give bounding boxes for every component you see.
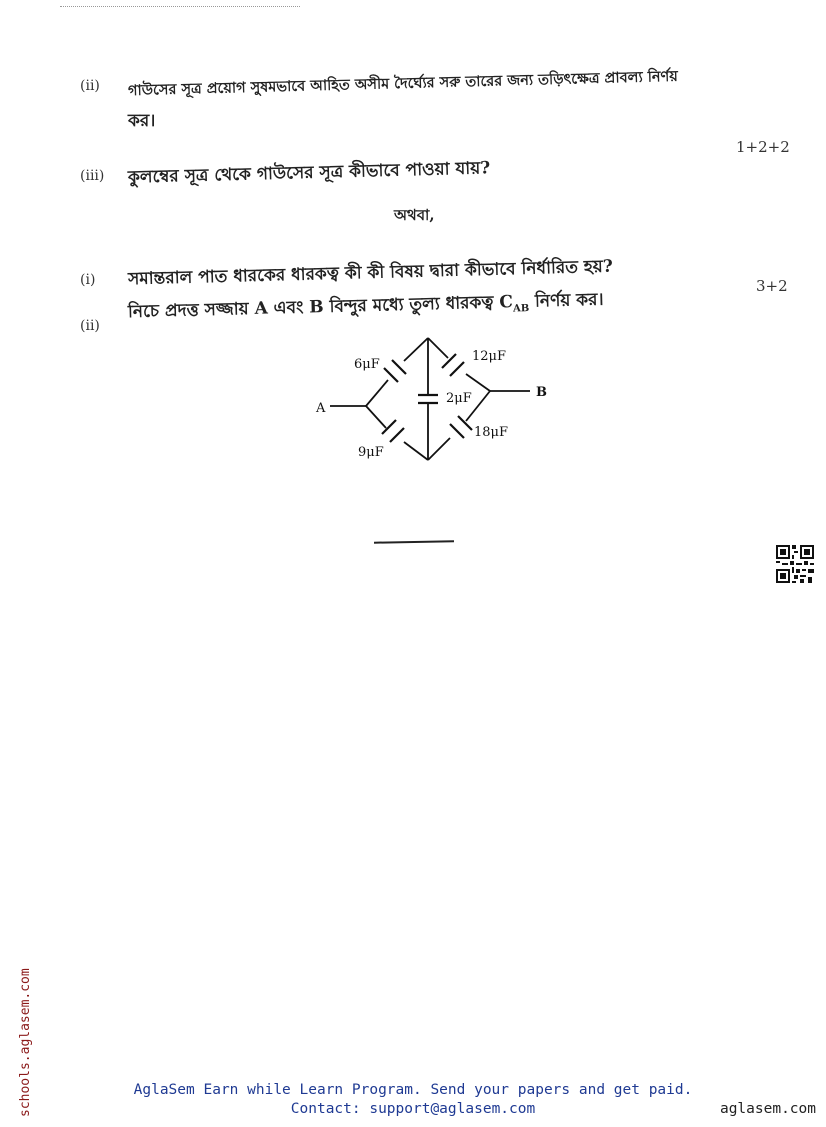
node-a-label: A (316, 401, 326, 416)
capacitor-plate (390, 428, 404, 442)
end-of-section-line (374, 540, 454, 543)
capacitor-plate (450, 424, 464, 438)
footer-site-link[interactable]: aglasem.com (719, 1101, 816, 1117)
wire (404, 338, 428, 361)
or-label: অথবা, (394, 206, 435, 224)
question-text: কুলম্বের সূত্র থেকে গাউসের সূত্র কীভাবে পাওয়া যায়? (127, 158, 491, 188)
wire (428, 438, 450, 460)
question-number: (ii) (80, 318, 100, 334)
wire (466, 374, 490, 391)
capacitor-circuit-diagram (300, 330, 560, 470)
capacitor-label-6uf: 6μF (354, 357, 380, 372)
footer-contact-link[interactable]: Contact: support@aglasem.com (290, 1101, 536, 1117)
capacitor-plate (450, 362, 464, 376)
question-number: (i) (80, 272, 96, 288)
capacitor-label-18uf: 18μF (474, 425, 509, 440)
question-text: গাউসের সূত্র প্রয়োগ সুষমভাবে আহিত অসীম দৈর্ঘ্যের সরু তারের জন্য তড়িৎক্ষেত্র প্রাবল্য নির্ণয় (127, 67, 679, 100)
footer-program-text: AglaSem Earn while Learn Program. Send your papers and get paid. (133, 1082, 693, 1098)
capacitor-label-12uf: 12μF (472, 349, 507, 364)
marks-label: 3+2 (756, 277, 788, 295)
question-text: সমান্তরাল পাত ধারকের ধারকত্ব কী কী বিষয় দ্বারা কীভাবে নির্ধারিত হয়? (127, 256, 614, 290)
capacitor-label-9uf: 9μF (358, 445, 384, 460)
wire (428, 338, 448, 358)
question-number: (iii) (80, 168, 105, 184)
capacitor-plate (442, 354, 456, 368)
node-b-label: B (536, 385, 547, 400)
qr-code-icon[interactable] (776, 545, 814, 583)
scan-artifact (60, 6, 300, 11)
capacitor-label-2uf: 2μF (446, 391, 472, 406)
marks-label: 1+2+2 (736, 138, 790, 156)
wire (366, 380, 388, 406)
capacitor-plate (392, 360, 406, 374)
capacitor-plate (458, 416, 472, 430)
side-watermark-url[interactable]: schools.aglasem.com (18, 968, 33, 1117)
question-number: (ii) (80, 78, 100, 94)
wire (366, 406, 386, 428)
wire (404, 442, 428, 460)
question-text: নিচে প্রদত্ত সজ্জায় A এবং B বিন্দুর মধ্যে তুল্য ধারকত্ব $C_{AB}$ নির্ণয় কর। (127, 289, 604, 323)
capacitor-plate (384, 368, 398, 382)
question-text-continued: কর। (128, 111, 156, 131)
